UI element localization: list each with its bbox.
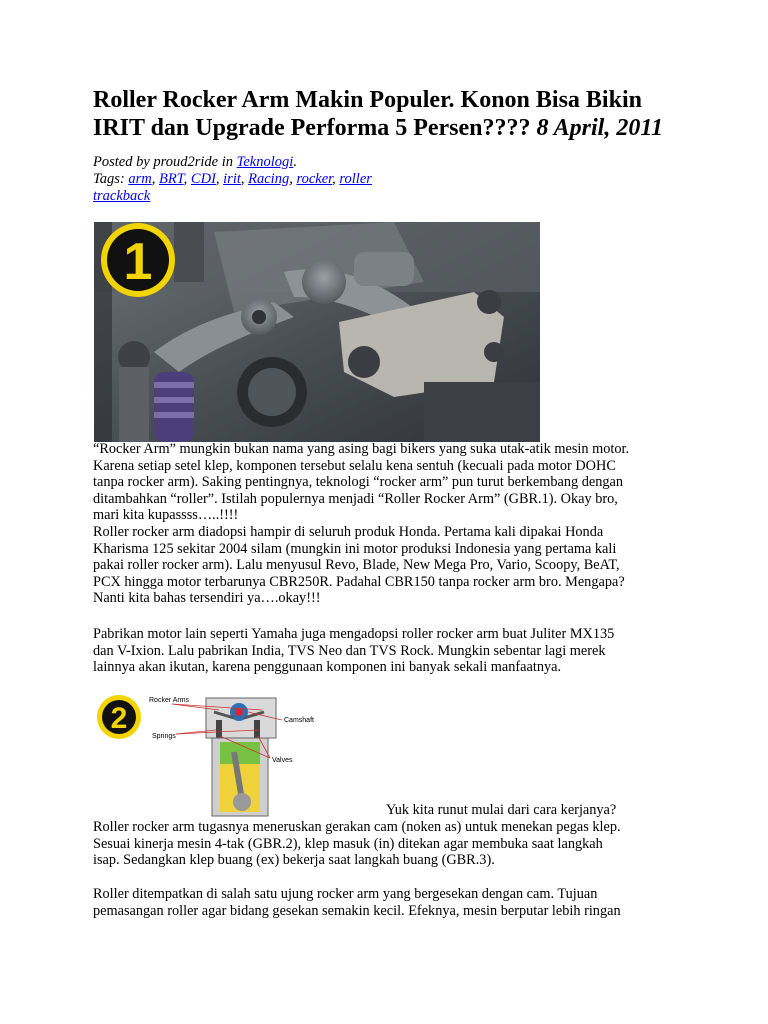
- engine-photo-illustration: [94, 222, 540, 442]
- paragraph-5: [93, 886, 683, 919]
- valvetrain-illustration: [94, 690, 340, 818]
- trackback-link[interactable]: trackback: [93, 188, 151, 204]
- article-title: [93, 86, 693, 142]
- text-line: mari kita kupassss…..!!!!: [93, 507, 239, 523]
- text-line: Kharisma 125 sekitar 2004 silam (mungkin ini motor produksi Indonesia yang pertama kali: [93, 540, 617, 557]
- tag-link[interactable]: Racing: [248, 171, 290, 187]
- rocker-arm-photo: [94, 222, 540, 442]
- text-line: Yuk kita runut mulai dari cara kerjanya?: [386, 802, 617, 818]
- text-line: ditambahkan “roller”. Istilah populernya menjadi “Roller Rocker Arm” (GBR.1). Okay bro,: [93, 490, 618, 507]
- text-line: Roller rocker arm diadopsi hampir di seluruh produk Honda. Pertama kali dipakai Honda: [93, 524, 604, 540]
- article-date: 8 April, 2011: [536, 115, 663, 141]
- text-line: pemasangan roller agar bidang gesekan semakin kecil. Efeknya, mesin berputar lebih ringan: [93, 902, 621, 919]
- text-line: pakai roller rocker arm). Lalu menyusul Revo, Blade, New Mega Pro, Vario, Scoopy, BeAT,: [93, 557, 620, 573]
- paragraph-1: [93, 441, 683, 524]
- tags-line: Tags: arm, BRT, CDI, irit, Racing, rocker, roller: [93, 171, 372, 187]
- label-camshaft: Camshaft: [284, 717, 314, 724]
- text-line: tanpa rocker arm). Saking pentingnya, teknologi “rocker arm” pun turut berkembang dengan: [93, 474, 623, 490]
- text-line: “Rocker Arm” mungkin bukan nama yang asing bagi bikers yang suka utak-atik mesin motor.: [93, 441, 630, 457]
- paragraph-3: [93, 626, 683, 676]
- text-line: dan V-Ixion. Lalu pabrikan India, TVS Neo dan TVS Rock. Mungkin sebentar lagi merek: [93, 642, 606, 659]
- text-line: isap. Sedangkan klep buang (ex) bekerja saat langkah buang (GBR.3).: [93, 852, 495, 868]
- paragraph-2: [93, 524, 683, 607]
- paragraph-4: [93, 819, 683, 869]
- figure-number: 1: [123, 233, 153, 291]
- tag-link[interactable]: BRT: [158, 171, 184, 187]
- tag-link[interactable]: roller: [339, 171, 372, 187]
- label-valves: Valves: [272, 757, 293, 764]
- text-line: Pabrikan motor lain seperti Yamaha juga mengadopsi roller rocker arm buat Juliter MX135: [93, 626, 615, 642]
- tag-link[interactable]: irit: [223, 171, 241, 187]
- text-line: Nanti kita bahas tersendiri ya….okay!!!: [93, 590, 321, 606]
- valvetrain-diagram: [94, 690, 340, 818]
- category-link[interactable]: Teknologi: [236, 154, 294, 170]
- paragraph-4-lead: [386, 802, 686, 819]
- posted-by: Posted by proud2ride in: [93, 154, 234, 170]
- text-line: Karena setiap setel klep, komponen tersebut selalu kena sentuh (kecuali pada motor DOHC: [93, 457, 616, 474]
- post-meta: [93, 154, 693, 205]
- text-line: lainnya akan ikutan, karena penggunaan komponen ini banyak sekali manfaatnya.: [93, 659, 562, 675]
- tag-link[interactable]: CDI: [190, 171, 216, 187]
- figure-number: 2: [110, 702, 128, 735]
- posted-suffix: .: [293, 154, 297, 170]
- text-line: Sesuai kinerja mesin 4-tak (GBR.2), klep masuk (in) ditekan agar membuka saat langkah: [93, 835, 603, 852]
- tag-link[interactable]: arm: [128, 171, 152, 187]
- text-line: Roller rocker arm tugasnya meneruskan gerakan cam (noken as) untuk menekan pegas klep.: [93, 819, 621, 835]
- tag-link[interactable]: rocker: [296, 171, 333, 187]
- tags-label: Tags:: [93, 171, 125, 187]
- title-text: Roller Rocker Arm Makin Populer. Konon Bisa Bikin IRIT dan Upgrade Performa 5 Persen????: [93, 87, 642, 141]
- text-line: Roller ditempatkan di salah satu ujung rocker arm yang bergesekan dengan cam. Tujuan: [93, 886, 598, 902]
- label-rocker-arms: Rocker Arms: [149, 697, 190, 704]
- posted-line: [93, 154, 693, 171]
- text-line: PCX hingga motor terbarunya CBR250R. Padahal CBR150 tanpa rocker arm bro. Mengapa?: [93, 573, 625, 590]
- label-springs: Springs: [152, 733, 176, 740]
